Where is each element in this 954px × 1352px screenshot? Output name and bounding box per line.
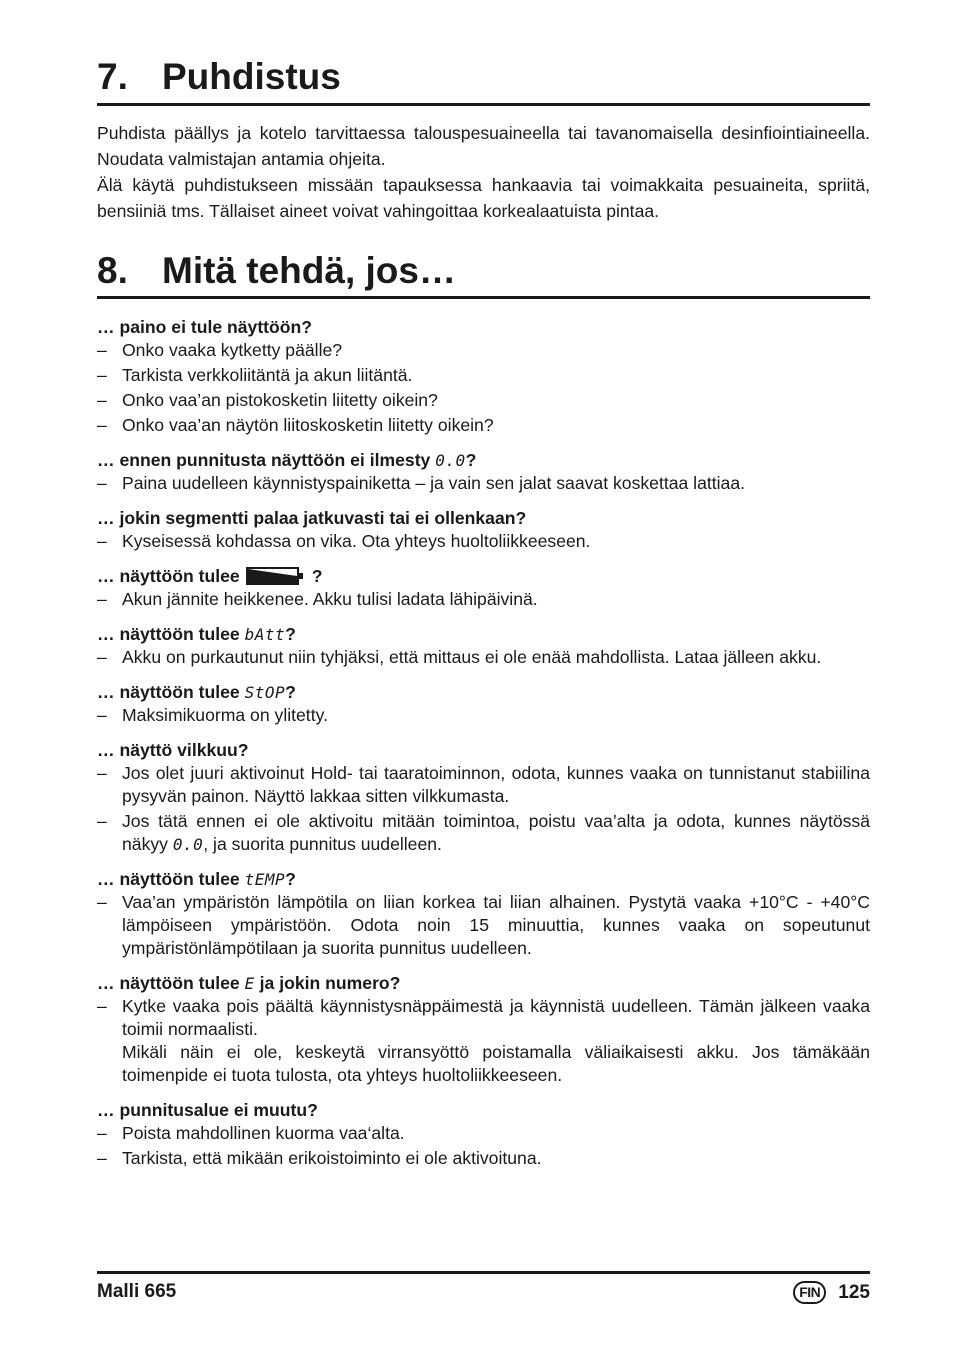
section-7-rule <box>97 103 870 106</box>
display-segment-text: tEMP <box>244 870 286 889</box>
display-segment-text: 0.0 <box>172 835 204 854</box>
footer-rule <box>97 1271 870 1274</box>
section-7-title: Puhdistus <box>162 56 341 97</box>
footer-model: Malli 665 <box>97 1281 177 1302</box>
faq-question: … näyttöön tulee tEMP? <box>97 869 296 889</box>
section-8-title: Mitä tehdä, jos… <box>162 250 456 291</box>
battery-low-icon <box>246 567 304 585</box>
faq-answer-continued: Mikäli näin ei ole, keskeytä virransyöttö poistamalla väliaikaisesti akku. Jos tämäkään toimenpide ei tuota tulosta, ota yhteys huoltoliikkeeseen. <box>122 1042 870 1085</box>
faq-item <box>97 681 870 727</box>
faq-item <box>97 972 870 1087</box>
faq-question: … näyttöön tulee ? <box>97 566 323 586</box>
display-segment-text: 0.0 <box>435 451 466 470</box>
faq-item <box>97 507 870 553</box>
faq-item <box>97 868 870 960</box>
section-8-heading <box>97 252 456 289</box>
faq-item <box>97 1099 870 1170</box>
faq-question: … näyttöön tulee E ja jokin numero? <box>97 973 401 993</box>
section-7-body <box>97 120 870 224</box>
faq-question: … jokin segmentti palaa jatkuvasti tai ei ollenkaan? <box>97 508 527 528</box>
faq-answer: – Maksimikuorma on ylitetty. <box>97 704 870 727</box>
section-8-number: 8. <box>97 250 128 291</box>
faq-answer: – Jos tätä ennen ei ole aktivoitu mitään toimintoa, poistu vaa’alta ja odota, kunnes näytössä näkyy 0.0, ja suorita punnitus uudelleen. <box>97 810 870 856</box>
faq-item <box>97 316 870 437</box>
faq-answer: – Paina uudelleen käynnistyspainiketta – ja vain sen jalat saavat koskettaa lattiaa. <box>97 472 870 495</box>
faq-answer: – Jos olet juuri aktivoinut Hold- tai taaratoiminnon, odota, kunnes vaaka on tunnistanut stabiilina pysyvän painon. Näyttö lakkaa sitten vilkkumasta. <box>97 762 870 808</box>
faq-answer: – Poista mahdollinen kuorma vaa‘alta. <box>97 1122 870 1145</box>
display-segment-text: StOP <box>244 683 286 702</box>
faq-question: … näyttöön tulee StOP? <box>97 682 296 702</box>
faq-answer: – Tarkista verkkoliitäntä ja akun liitäntä. <box>97 364 870 387</box>
faq-answer: – Tarkista, että mikään erikoistoiminto ei ole aktivoituna. <box>97 1147 870 1170</box>
faq-answer: – Akku on purkautunut niin tyhjäksi, että mittaus ei ole enää mahdollista. Lataa jälleen akku. <box>97 646 870 669</box>
faq-answer: – Onko vaaka kytketty päälle? <box>97 339 870 362</box>
faq-answer: – Kyseisessä kohdassa on vika. Ota yhteys huoltoliikkeeseen. <box>97 530 870 553</box>
paragraph: Älä käytä puhdistukseen missään tapauksessa hankaavia tai voimakkaita pesuaineita, spriitä, bensiiniä tms. Tällaiset aineet voivat vahingoittaa korkealaatuista pintaa. <box>97 175 870 221</box>
faq-item <box>97 449 870 495</box>
section-7-heading <box>97 58 341 95</box>
faq-item <box>97 565 870 611</box>
faq-answer: – Onko vaa’an pistokosketin liitetty oikein? <box>97 389 870 412</box>
section-7-number: 7. <box>97 56 128 97</box>
footer-page-info <box>793 1281 870 1304</box>
faq-answer: – Onko vaa’an näytön liitoskosketin liitetty oikein? <box>97 414 870 437</box>
faq-question: … punnitusalue ei muutu? <box>97 1100 318 1120</box>
faq-question: … paino ei tule näyttöön? <box>97 317 313 337</box>
paragraph: Puhdista päällys ja kotelo tarvittaessa talouspesuaineella tai tavanomaisella desinfiointiaineella. Noudata valmistajan antamia ohjeita. <box>97 123 870 169</box>
display-segment-text: bAtt <box>244 625 286 644</box>
faq-question: … näyttöön tulee bAtt? <box>97 624 296 644</box>
display-segment-text: E <box>244 974 255 993</box>
faq-answer: – Vaa’an ympäristön lämpötila on liian korkea tai liian alhainen. Pystytä vaaka +10°C - +40°C lämpöiseen ympäristöön. Odota noin 15 minuuttia, kunnes vaaka on sopeutunut ympäristönlämpötilaan ja suorita punnitus uudelleen. <box>97 891 870 960</box>
faq-item <box>97 739 870 856</box>
language-badge: FIN <box>793 1281 826 1304</box>
faq-answer: – Akun jännite heikkenee. Akku tulisi ladata lähipäivinä. <box>97 588 870 611</box>
faq-answer: – Kytke vaaka pois päältä käynnistysnäppäimestä ja käynnistä uudelleen. Tämän jälkeen vaaka toimii normaalisti. Mikäli näin ei ole, keskeytä virransyöttö poistamalla väliaikaisesti akku. Jos tämäkään toimenpide ei tuota tulosta, ota yhteys huoltoliikkeeseen. <box>97 995 870 1087</box>
troubleshooting-list <box>97 316 870 1182</box>
faq-item <box>97 623 870 669</box>
page-number: 125 <box>838 1281 870 1303</box>
faq-question: … näyttö vilkkuu? <box>97 740 249 760</box>
faq-question: … ennen punnitusta näyttöön ei ilmesty 0.0? <box>97 450 477 470</box>
section-8-rule <box>97 296 870 299</box>
